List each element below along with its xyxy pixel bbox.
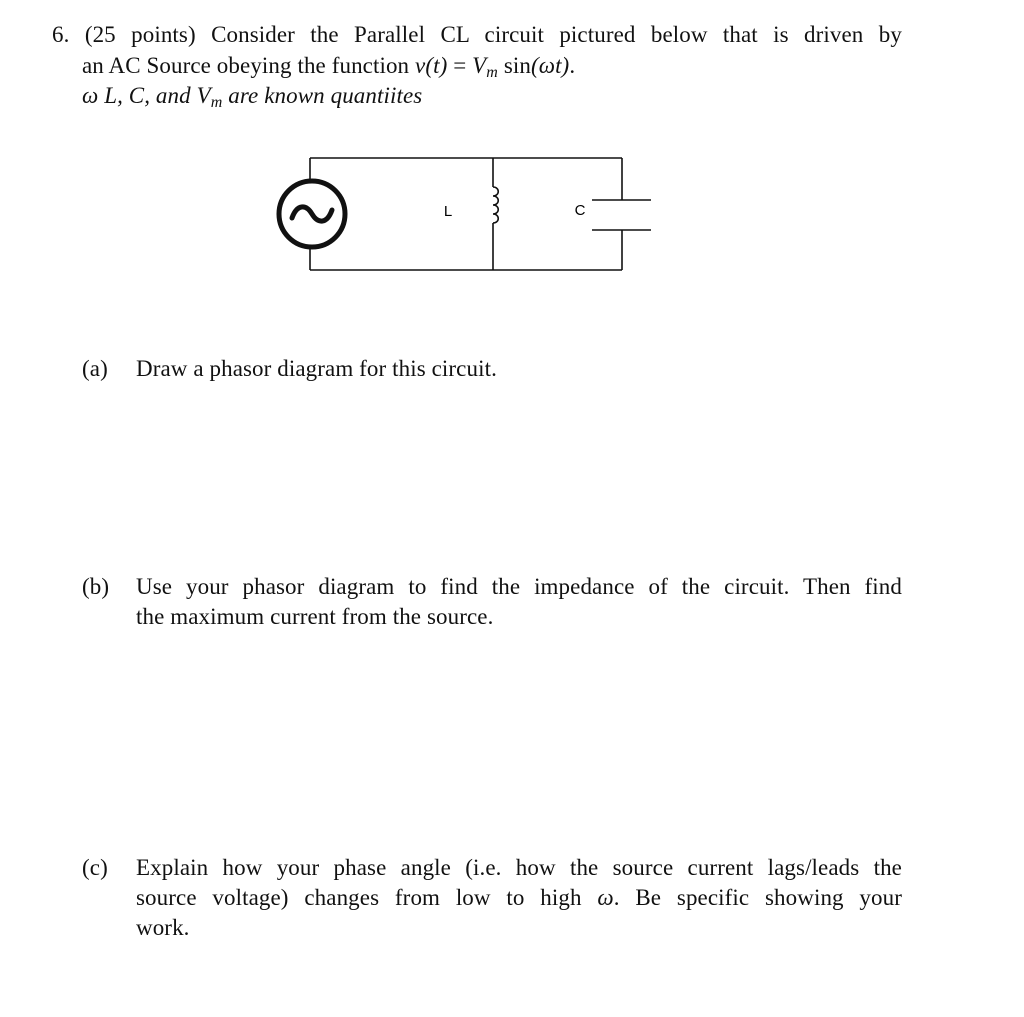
part-c-line-3: work. xyxy=(136,915,190,940)
part-b-line-1: Use your phasor diagram to find the impedance of the circuit. Then find xyxy=(136,574,902,599)
ac-source-icon xyxy=(279,181,345,247)
source-equation: $v(t) = V_m$ sin(ωt). xyxy=(415,53,576,81)
problem-line2-prefix: an AC Source obeying the function xyxy=(82,53,410,78)
problem-intro-text: Consider the Parallel CL circuit pictured below that is driven by xyxy=(211,22,902,47)
inductor-label: L xyxy=(443,203,453,220)
capacitor-label: C xyxy=(574,202,586,219)
part-a xyxy=(82,354,497,384)
problem-points: (25 points) xyxy=(84,22,196,47)
inductor-coil xyxy=(493,187,498,223)
part-b-label: (b) xyxy=(82,574,110,599)
known-quantities-line: ω L, C, and $V_m$ are known quantiites xyxy=(82,83,423,111)
parallel-cl-circuit-diagram xyxy=(270,150,660,280)
part-c-label: (c) xyxy=(82,855,108,880)
problem-intro-line-1 xyxy=(52,20,902,50)
part-c-line-1: Explain how your phase angle (i.e. how the source current lags/leads the xyxy=(136,855,902,880)
problem-number: 6. xyxy=(52,22,70,47)
part-b-line-2: the maximum current from the source. xyxy=(136,604,494,629)
part-a-text: Draw a phasor diagram for this circuit. xyxy=(136,356,497,381)
part-c-line-2: source voltage) changes from low to high ω. Be specific showing your xyxy=(136,885,902,910)
part-a-label: (a) xyxy=(82,356,108,381)
